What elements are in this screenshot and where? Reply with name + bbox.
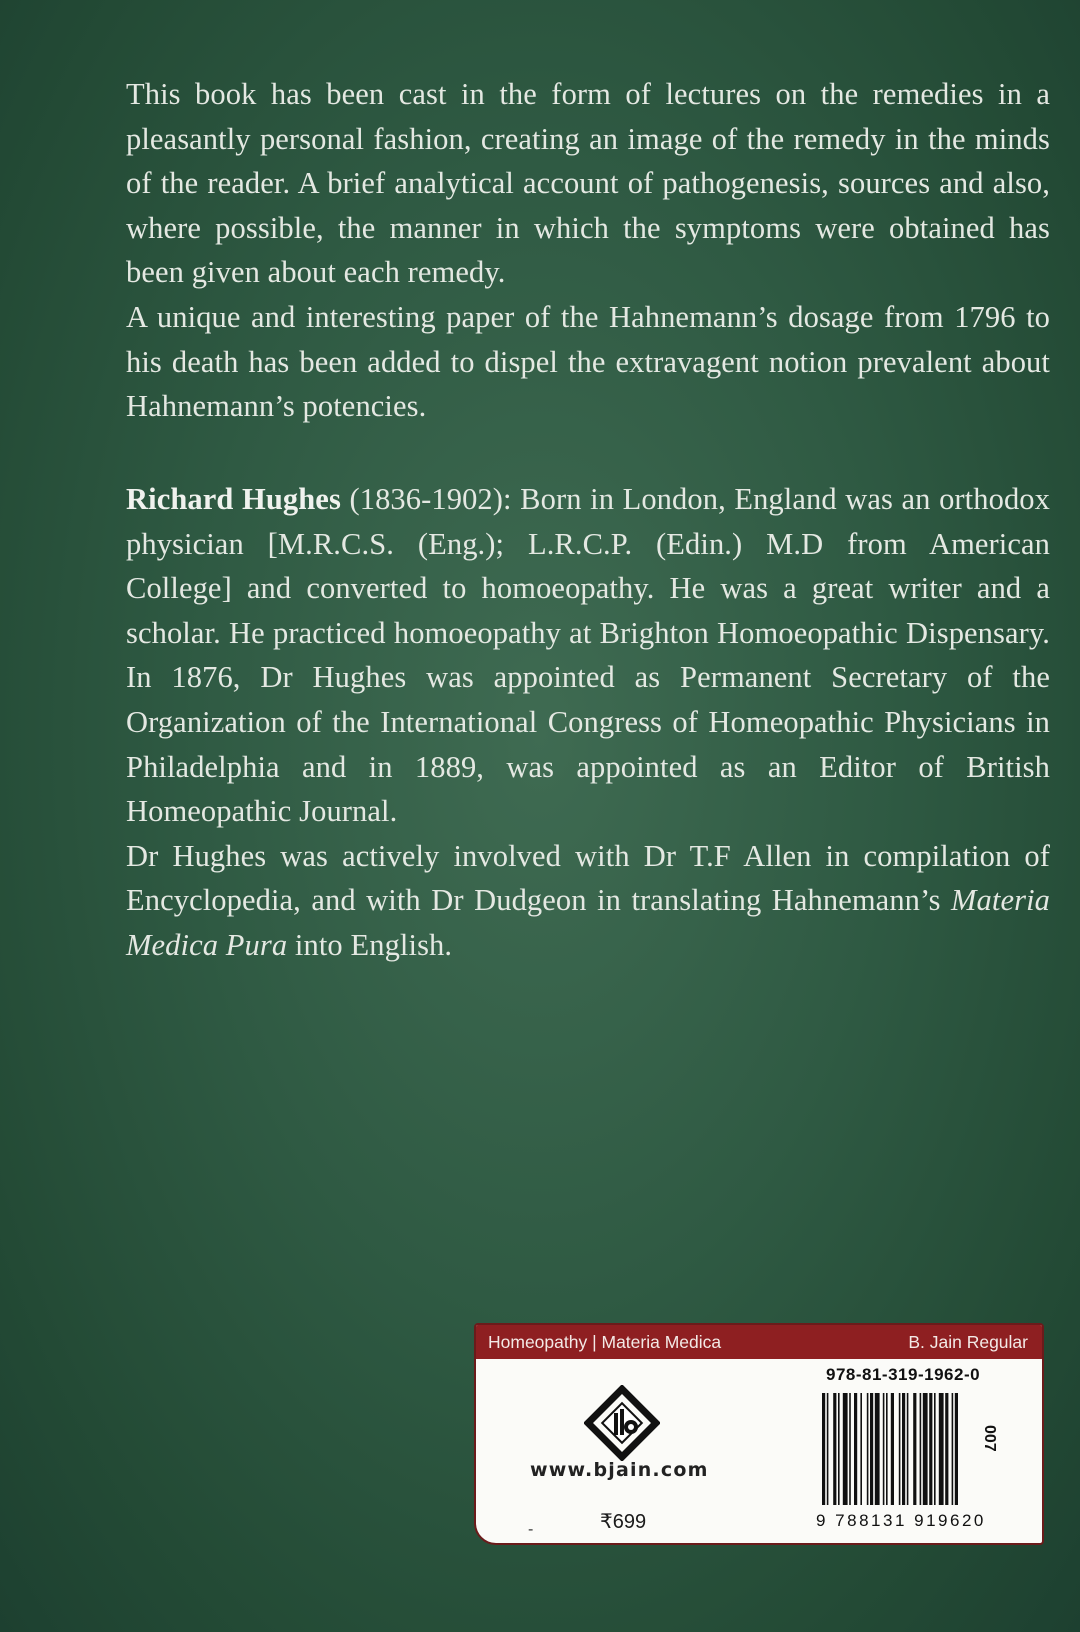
publisher-url: www.bjain.com xyxy=(530,1459,709,1481)
publisher-logo-icon xyxy=(584,1385,660,1461)
publisher-label xyxy=(474,1323,1044,1545)
author-p2-end: into English. xyxy=(287,927,453,962)
author-paragraph-2 xyxy=(126,834,1050,968)
author-biography xyxy=(126,477,1050,968)
book-description xyxy=(126,72,1050,429)
dash-mark: - xyxy=(528,1521,534,1538)
description-paragraph-1: This book has been cast in the form of lectures on the remedies in a pleasantly personal fashion, creating an image of the remedy in the minds of the reader. A brief analytical account of pathogenesis, sources and also, where possible, the manner in which the symptoms were obtained has been given about each remedy. xyxy=(126,77,1050,290)
category-bar xyxy=(476,1325,1042,1359)
barcode-addon-number: 007 xyxy=(981,1425,998,1452)
description-paragraph-2: A unique and interesting paper of the Hahnemann’s dosage from 1796 to his death has been added to dispel the extravagent notion prevalent about Hahnemann’s potencies. xyxy=(126,299,1050,424)
barcode-digits: 9 788131 919620 xyxy=(816,1511,986,1530)
barcode-icon xyxy=(818,1393,1028,1513)
price: ₹699 xyxy=(600,1511,647,1533)
book-title-italic: Materia Medica Pura xyxy=(126,883,1050,962)
isbn-number: 978-81-319-1962-0 xyxy=(826,1365,981,1384)
author-p2-start: Dr Hughes was actively involved with Dr T.F Allen in compilation of Encyclopedia, and with Dr Dudgeon in translating Hahnemann’s xyxy=(126,838,1050,918)
author-bio-text: (1836-1902): Born in London, England was an orthodox physician [M.R.C.S. (Eng.); L.R.C.P. (Edin.) M.D from American College] and converted to homoeopathy. He was a great writer and a scholar. He practiced homoeopathy at Brighton Homoeopathic Dispensary. In 1876, Dr Hughes was appointed as Permanent Secretary of the Organization of the International Congress of Homeopathic Physicians in Philadelphia and in 1889, was appointed as an Editor of British Homeopathic Journal. xyxy=(126,482,1050,829)
category-text: Homeopathy | Materia Medica xyxy=(488,1332,722,1352)
author-name: Richard Hughes xyxy=(126,482,341,516)
imprint-text: B. Jain Regular xyxy=(908,1332,1028,1352)
author-paragraph-1 xyxy=(126,477,1050,834)
